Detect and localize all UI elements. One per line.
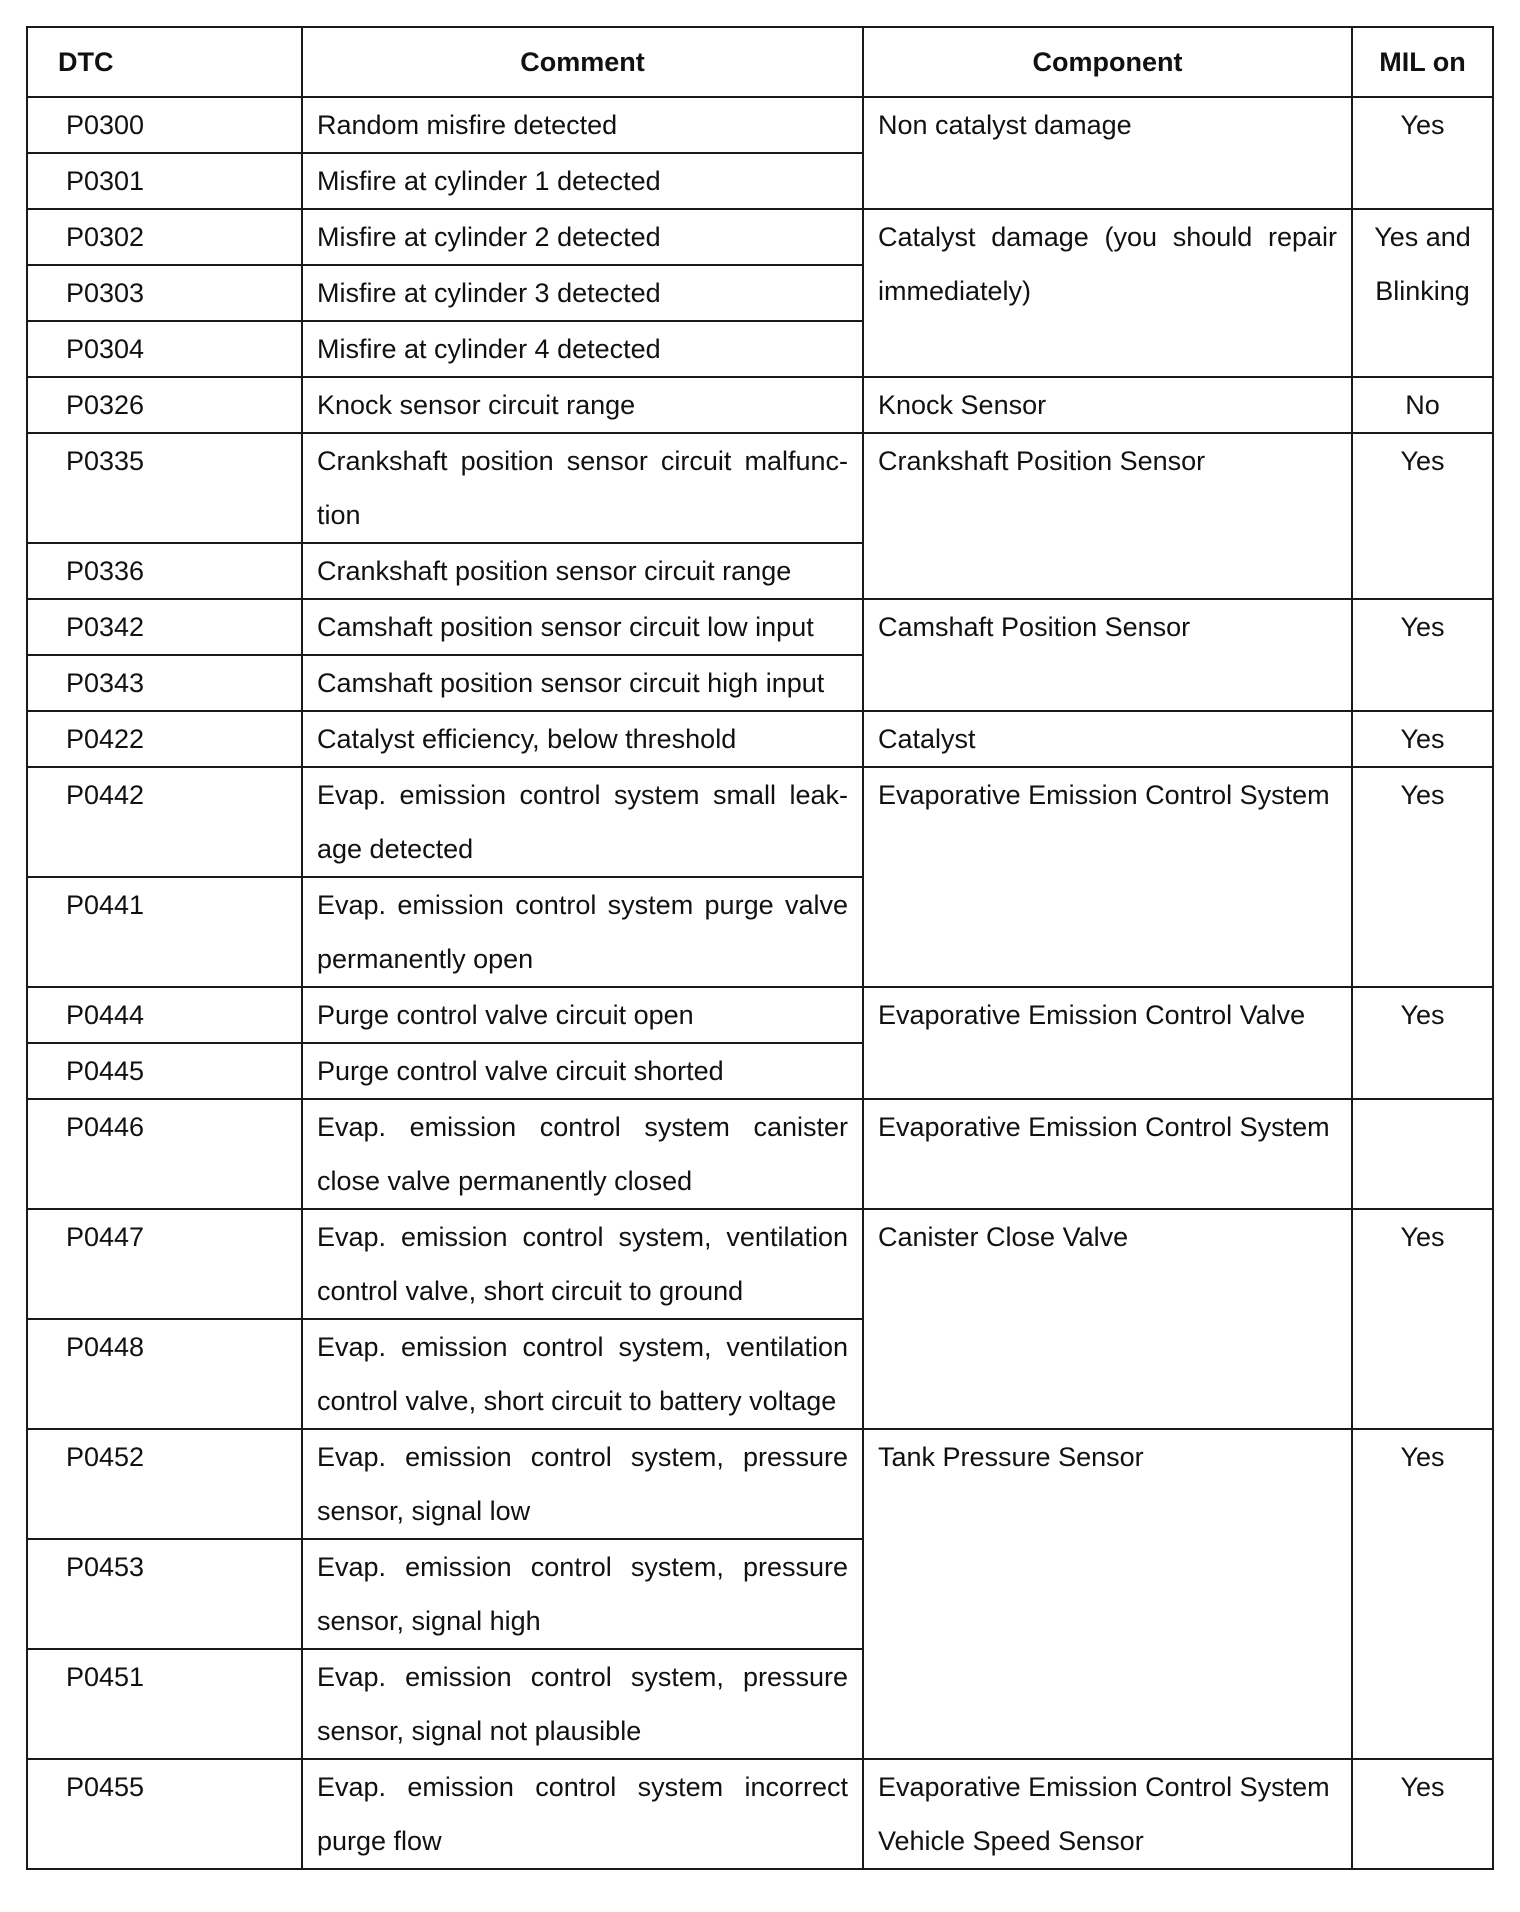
dtc-comment: Evap. emission control system, ventilation control valve, short circuit to battery voltage: [302, 1319, 863, 1429]
dtc-comment: Misfire at cylinder 2 detected: [302, 209, 863, 265]
dtc-comment: Crankshaft position sensor circuit malfunc-tion: [302, 433, 863, 543]
table-row: [27, 1759, 1493, 1869]
mil-cell: Yes: [1352, 599, 1493, 711]
dtc-code: P0304: [27, 321, 302, 377]
mil-line: Blinking: [1375, 276, 1470, 306]
dtc-code: P0342: [27, 599, 302, 655]
component-cell: Catalyst: [863, 711, 1352, 767]
component-cell: Knock Sensor: [863, 377, 1352, 433]
table-row: [27, 767, 1493, 877]
dtc-comment: Knock sensor circuit range: [302, 377, 863, 433]
dtc-comment: Evap. emission control system purge valve permanently open: [302, 877, 863, 987]
dtc-comment: Random misfire detected: [302, 97, 863, 153]
dtc-code: P0453: [27, 1539, 302, 1649]
dtc-comment: Misfire at cylinder 1 detected: [302, 153, 863, 209]
dtc-comment: Misfire at cylinder 3 detected: [302, 265, 863, 321]
mil-cell: Yes: [1352, 711, 1493, 767]
header-component: Component: [863, 27, 1352, 97]
header-dtc: DTC: [27, 27, 302, 97]
table-row: [27, 1209, 1493, 1319]
dtc-comment: Camshaft position sensor circuit high input: [302, 655, 863, 711]
component-line: Vehicle Speed Sensor: [878, 1826, 1144, 1856]
component-cell: Evaporative Emission Control System: [863, 767, 1352, 987]
table-row: [27, 1429, 1493, 1539]
component-cell: [863, 1759, 1352, 1869]
component-line: Evaporative Emission Control System: [878, 1772, 1330, 1802]
dtc-code: P0442: [27, 767, 302, 877]
dtc-code: P0451: [27, 1649, 302, 1759]
table-row: [27, 711, 1493, 767]
mil-cell: Yes: [1352, 1209, 1493, 1429]
table-row: [27, 599, 1493, 655]
table-body: [27, 97, 1493, 1869]
component-cell: Camshaft Position Sensor: [863, 599, 1352, 711]
mil-cell: No: [1352, 377, 1493, 433]
dtc-comment: Camshaft position sensor circuit low input: [302, 599, 863, 655]
mil-cell: Yes: [1352, 1429, 1493, 1759]
dtc-code: P0448: [27, 1319, 302, 1429]
dtc-comment: Evap. emission control system, pressure sensor, signal not plausible: [302, 1649, 863, 1759]
component-cell: Evaporative Emission Control Valve: [863, 987, 1352, 1099]
dtc-code: P0301: [27, 153, 302, 209]
component-cell: Tank Pressure Sensor: [863, 1429, 1352, 1759]
dtc-code: P0302: [27, 209, 302, 265]
component-cell: Catalyst damage (you should repair immediately): [863, 209, 1352, 377]
mil-line: Yes and: [1374, 222, 1471, 252]
dtc-code: P0300: [27, 97, 302, 153]
dtc-code: P0446: [27, 1099, 302, 1209]
component-cell: Non catalyst damage: [863, 97, 1352, 209]
mil-cell: Yes: [1352, 767, 1493, 987]
table-row: [27, 987, 1493, 1043]
mil-cell: Yes: [1352, 433, 1493, 599]
mil-cell: Yes: [1352, 1759, 1493, 1869]
dtc-comment: Crankshaft position sensor circuit range: [302, 543, 863, 599]
dtc-comment: Purge control valve circuit shorted: [302, 1043, 863, 1099]
header-mil: MIL on: [1352, 27, 1493, 97]
header-comment: Comment: [302, 27, 863, 97]
mil-cell: Yes: [1352, 987, 1493, 1099]
dtc-code: P0455: [27, 1759, 302, 1869]
mil-cell: Yes: [1352, 97, 1493, 209]
dtc-code: P0452: [27, 1429, 302, 1539]
dtc-code: P0444: [27, 987, 302, 1043]
dtc-code: P0326: [27, 377, 302, 433]
table-row: [27, 377, 1493, 433]
dtc-comment: Evap. emission control system, pressure sensor, signal high: [302, 1539, 863, 1649]
mil-cell: [1352, 1099, 1493, 1209]
dtc-comment: Evap. emission control system, ventilation control valve, short circuit to ground: [302, 1209, 863, 1319]
header-row: [27, 27, 1493, 97]
dtc-comment: Misfire at cylinder 4 detected: [302, 321, 863, 377]
dtc-comment: Purge control valve circuit open: [302, 987, 863, 1043]
dtc-code: P0343: [27, 655, 302, 711]
dtc-code: P0335: [27, 433, 302, 543]
dtc-comment: Catalyst efficiency, below threshold: [302, 711, 863, 767]
dtc-code: P0303: [27, 265, 302, 321]
dtc-table: [26, 26, 1494, 1870]
dtc-code: P0336: [27, 543, 302, 599]
component-cell: Canister Close Valve: [863, 1209, 1352, 1429]
dtc-comment: Evap. emission control system, pressure sensor, signal low: [302, 1429, 863, 1539]
dtc-code: P0422: [27, 711, 302, 767]
table-header: [27, 27, 1493, 97]
table-row: [27, 1099, 1493, 1209]
dtc-code: P0447: [27, 1209, 302, 1319]
dtc-comment: Evap. emission control system small leak-age detected: [302, 767, 863, 877]
mil-cell: [1352, 209, 1493, 377]
component-cell: Evaporative Emission Control System: [863, 1099, 1352, 1209]
dtc-comment: Evap. emission control system canister close valve permanently closed: [302, 1099, 863, 1209]
table-row: [27, 433, 1493, 543]
table-row: [27, 97, 1493, 153]
dtc-comment: Evap. emission control system incorrect purge flow: [302, 1759, 863, 1869]
dtc-code: P0441: [27, 877, 302, 987]
component-cell: Crankshaft Position Sensor: [863, 433, 1352, 599]
dtc-code: P0445: [27, 1043, 302, 1099]
